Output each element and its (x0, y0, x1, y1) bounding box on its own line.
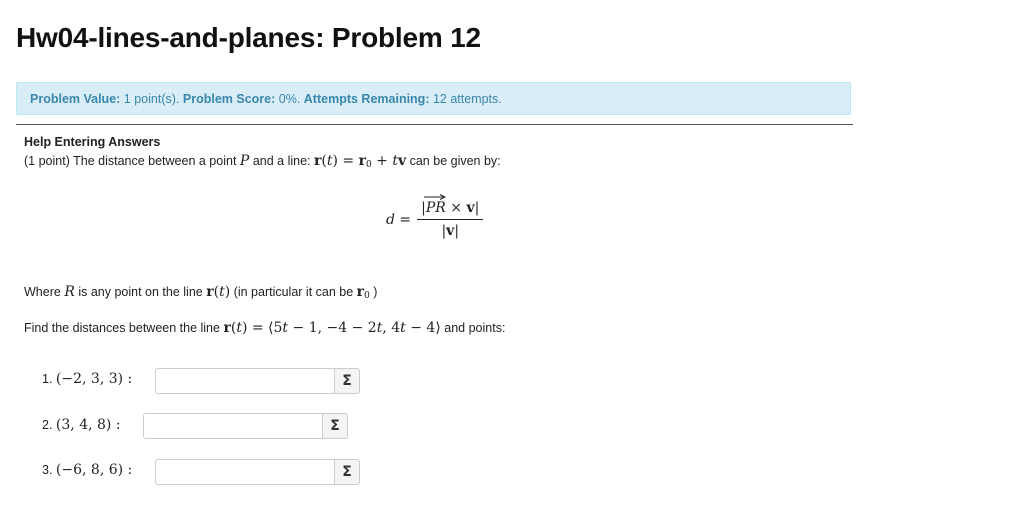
answer-2-input[interactable] (143, 413, 323, 439)
answer-row-3: 3. (−6, 8, 6) : (42, 462, 133, 478)
problem-value-label: Problem Value: (30, 91, 121, 106)
attempts-remaining: 12 attempts. (432, 91, 502, 106)
attempts-remaining-label: Attempts Remaining: (303, 91, 430, 106)
problem-statement: (1 point) The distance between a point P and a line: $r(t) = r_0$ + tv can be given by: (24, 153, 501, 170)
answer-row-2: 2. (3, 4, 8) : (42, 417, 121, 433)
problem-score-label: Problem Score: (182, 91, 276, 106)
problem-info-bar (16, 82, 851, 115)
answer-1-input[interactable] (155, 368, 335, 394)
page-title: Hw04-lines-and-planes: Problem 12 (16, 22, 481, 53)
find-statement: Find the distances between the line r(t) = ⟨5t − 1, −4 − 2t, 4t − 4⟩ and points: (24, 320, 506, 336)
answer-row-1: 1. (−2, 3, 3) : (42, 371, 133, 387)
help-entering-answers-link[interactable]: Help Entering Answers (24, 135, 161, 149)
answer-2-point: (3, 4, 8) : (55, 417, 121, 433)
answer-1-equation-editor-button[interactable]: Σ (334, 368, 360, 394)
distance-formula: d = $\frac{|PR \times v|}{|v|}$ (386, 200, 483, 239)
answer-1-point: (−2, 3, 3) : (55, 371, 133, 387)
divider (16, 124, 853, 125)
vector-arrow-icon (424, 194, 446, 200)
where-statement: Where R is any point on the line r(t) (in particular it can be $r_0$ ) (24, 284, 378, 301)
answer-2-equation-editor-button[interactable]: Σ (322, 413, 348, 439)
problem-score: 0%. (278, 91, 301, 106)
answer-3-equation-editor-button[interactable]: Σ (334, 459, 360, 485)
answer-3-input[interactable] (155, 459, 335, 485)
answer-3-point: (−6, 8, 6) : (55, 462, 133, 478)
problem-value: 1 point(s). (123, 91, 180, 106)
